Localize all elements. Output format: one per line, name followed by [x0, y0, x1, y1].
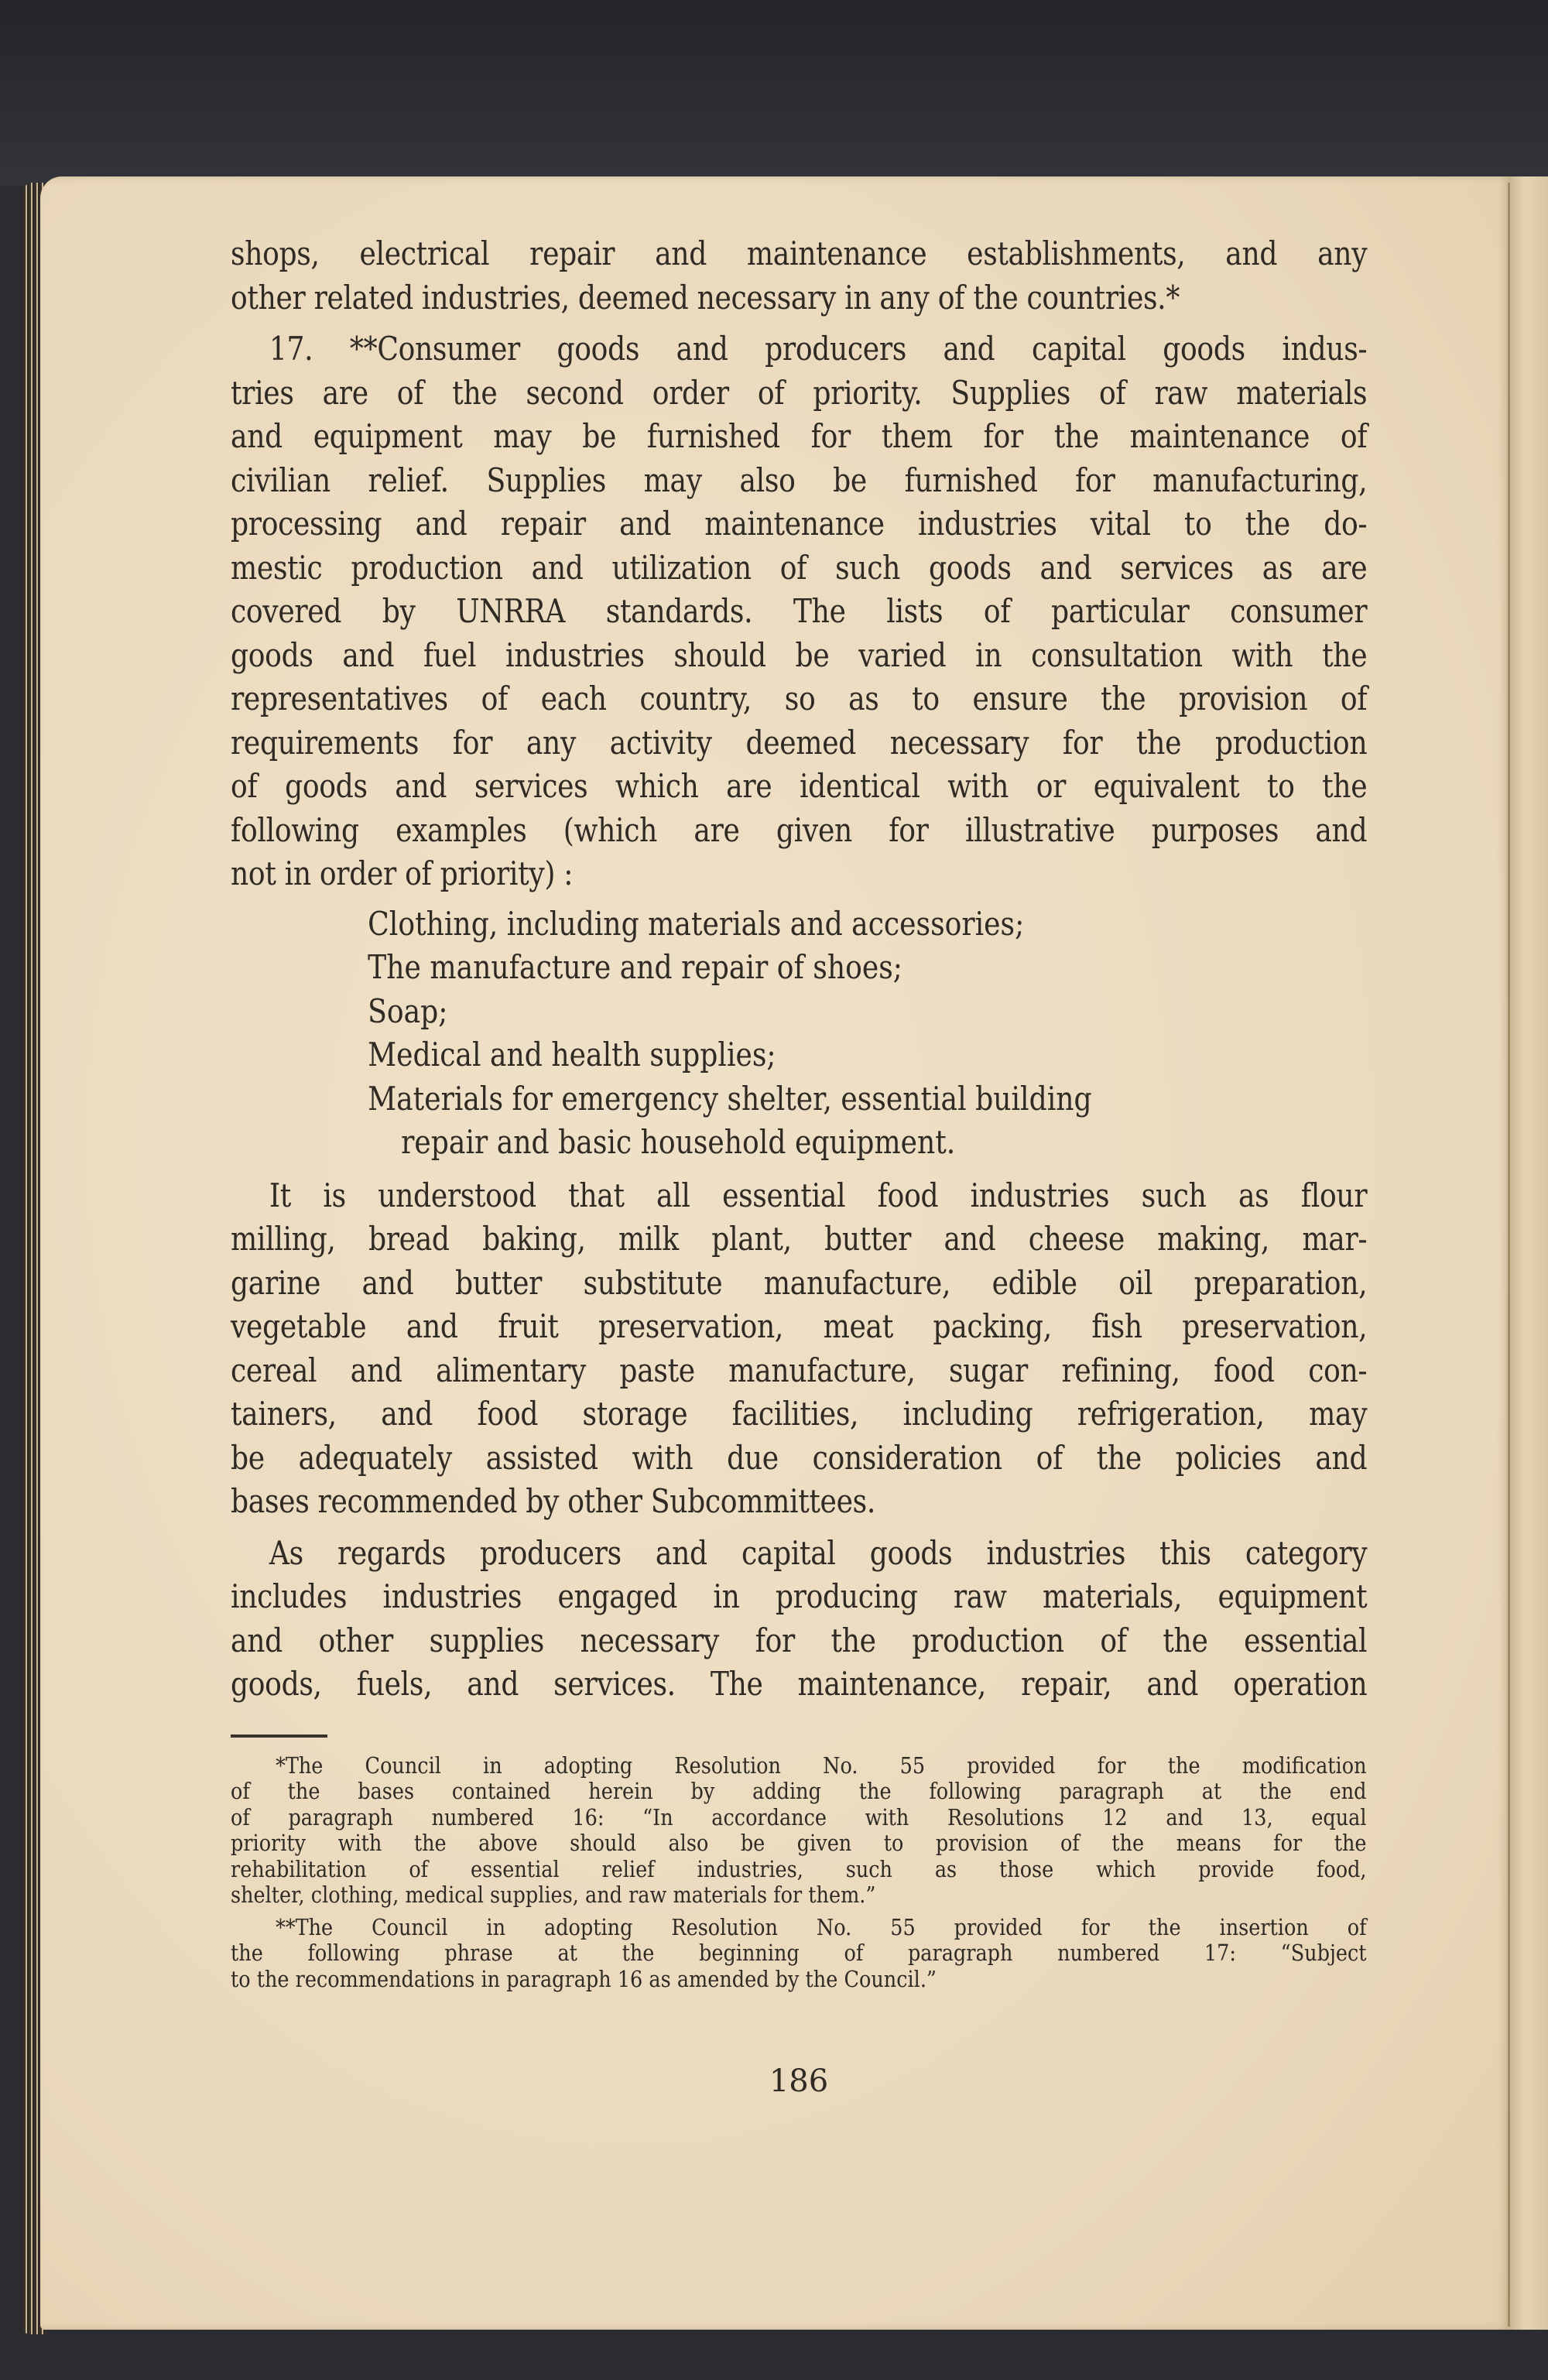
text-line: civilian relief. Supplies may also be furnished for manufacturing, — [231, 461, 1368, 499]
footnote-line: to the recommendations in paragraph 16 as amended by the Council.” — [231, 1965, 937, 1992]
list-item: Soap; — [368, 991, 448, 1030]
text-line: vegetable and fruit preservation, meat packing, fish preservation, — [231, 1307, 1368, 1345]
page-number: 186 — [769, 2063, 829, 2099]
text-line: other related industries, deemed necessary in any of the countries.* — [231, 278, 1180, 317]
text-line: requirements for any activity deemed necessary for the production — [231, 723, 1368, 762]
footnote-2 — [231, 1915, 1367, 1993]
text-line: mestic production and utilization of such goods and services as are — [231, 548, 1368, 587]
footnote-line: priority with the above should also be given to provision of the means for the — [231, 1830, 1367, 1856]
text-line: be adequately assisted with due consideration of the policies and — [231, 1438, 1368, 1477]
text-line: and other supplies necessary for the production of the essential — [231, 1621, 1368, 1659]
text-line: processing and repair and maintenance industries vital to the do- — [231, 505, 1368, 543]
footnote-rule — [231, 1734, 327, 1738]
footnote-line: *The Council in adopting Resolution No. 55 provided for the modification — [276, 1752, 1367, 1779]
list-item: Medical and health supplies; — [368, 1036, 776, 1074]
footnote-1 — [231, 1753, 1367, 1909]
footnote-line: of the bases contained herein by adding the following paragraph at the end — [231, 1778, 1367, 1804]
text-column — [231, 232, 1368, 2099]
text-line: representatives of each country, so as to ensure the provision of — [231, 680, 1368, 717]
footnote-line: the following phrase at the beginning of paragraph numbered 17: “Subject — [231, 1940, 1367, 1966]
text-line: tries are of the second order of priority. Supplies of raw materials — [231, 373, 1368, 412]
text-line: 17. **Consumer goods and producers and capital goods indus- — [269, 330, 1368, 368]
list-item-continuation: repair and basic household equipment. — [401, 1123, 956, 1161]
text-line: It is understood that all essential food industries such as flour — [269, 1176, 1368, 1214]
text-line: and equipment may be furnished for them for the maintenance of — [231, 417, 1368, 455]
text-line: includes industries engaged in producing raw materials, equipment — [231, 1577, 1368, 1615]
text-line: following examples (which are given for illustrative purposes and — [231, 810, 1368, 849]
text-line: milling, bread baking, milk plant, butter and cheese making, mar- — [231, 1220, 1368, 1258]
examples-list — [231, 902, 1367, 1165]
gutter-shadow — [1508, 183, 1510, 2327]
footnote-line: **The Council in adopting Resolution No. 55 provided for the insertion of — [276, 1913, 1367, 1940]
list-item: Clothing, including materials and accessories; — [368, 904, 1025, 943]
text-line: cereal and alimentary paste manufacture, sugar refining, food con- — [231, 1351, 1368, 1389]
text-line: goods, fuels, and services. The maintenance, repair, and operation — [231, 1665, 1368, 1703]
text-line: of goods and services which are identical with or equivalent to the — [231, 767, 1368, 805]
text-line: covered by UNRRA standards. The lists of particular consumer — [231, 592, 1368, 630]
text-line: not in order of priority) : — [231, 854, 574, 892]
footnote-line: of paragraph numbered 16: “In accordance with Resolutions 12 and 13, equal — [231, 1803, 1367, 1830]
paragraph-food-industries — [231, 1174, 1367, 1524]
paragraph-intro — [231, 232, 1367, 320]
footnote-line: rehabilitation of essential relief industries, such as those which provide food, — [231, 1855, 1367, 1882]
book-gutter — [1509, 176, 1548, 2330]
text-line: garine and butter substitute manufacture, edible oil preparation, — [231, 1263, 1368, 1302]
text-line: bases recommended by other Subcommittees. — [231, 1482, 875, 1520]
footnote-line: shelter, clothing, medical supplies, and raw materials for them.” — [231, 1882, 876, 1908]
list-item: Materials for emergency shelter, essential building — [368, 1079, 1092, 1118]
text-line: tainers, and food storage facilities, including refrigeration, may — [231, 1395, 1368, 1433]
scan-background — [0, 0, 1548, 186]
list-item: The manufacture and repair of shoes; — [368, 948, 902, 986]
text-line: goods and fuel industries should be varied in consultation with the — [231, 635, 1368, 674]
text-line: shops, electrical repair and maintenance establishments, and any — [231, 235, 1368, 272]
paragraph-capital-goods — [231, 1532, 1367, 1707]
paragraph-17 — [231, 327, 1367, 896]
text-line: As regards producers and capital goods industries this category — [269, 1533, 1368, 1572]
